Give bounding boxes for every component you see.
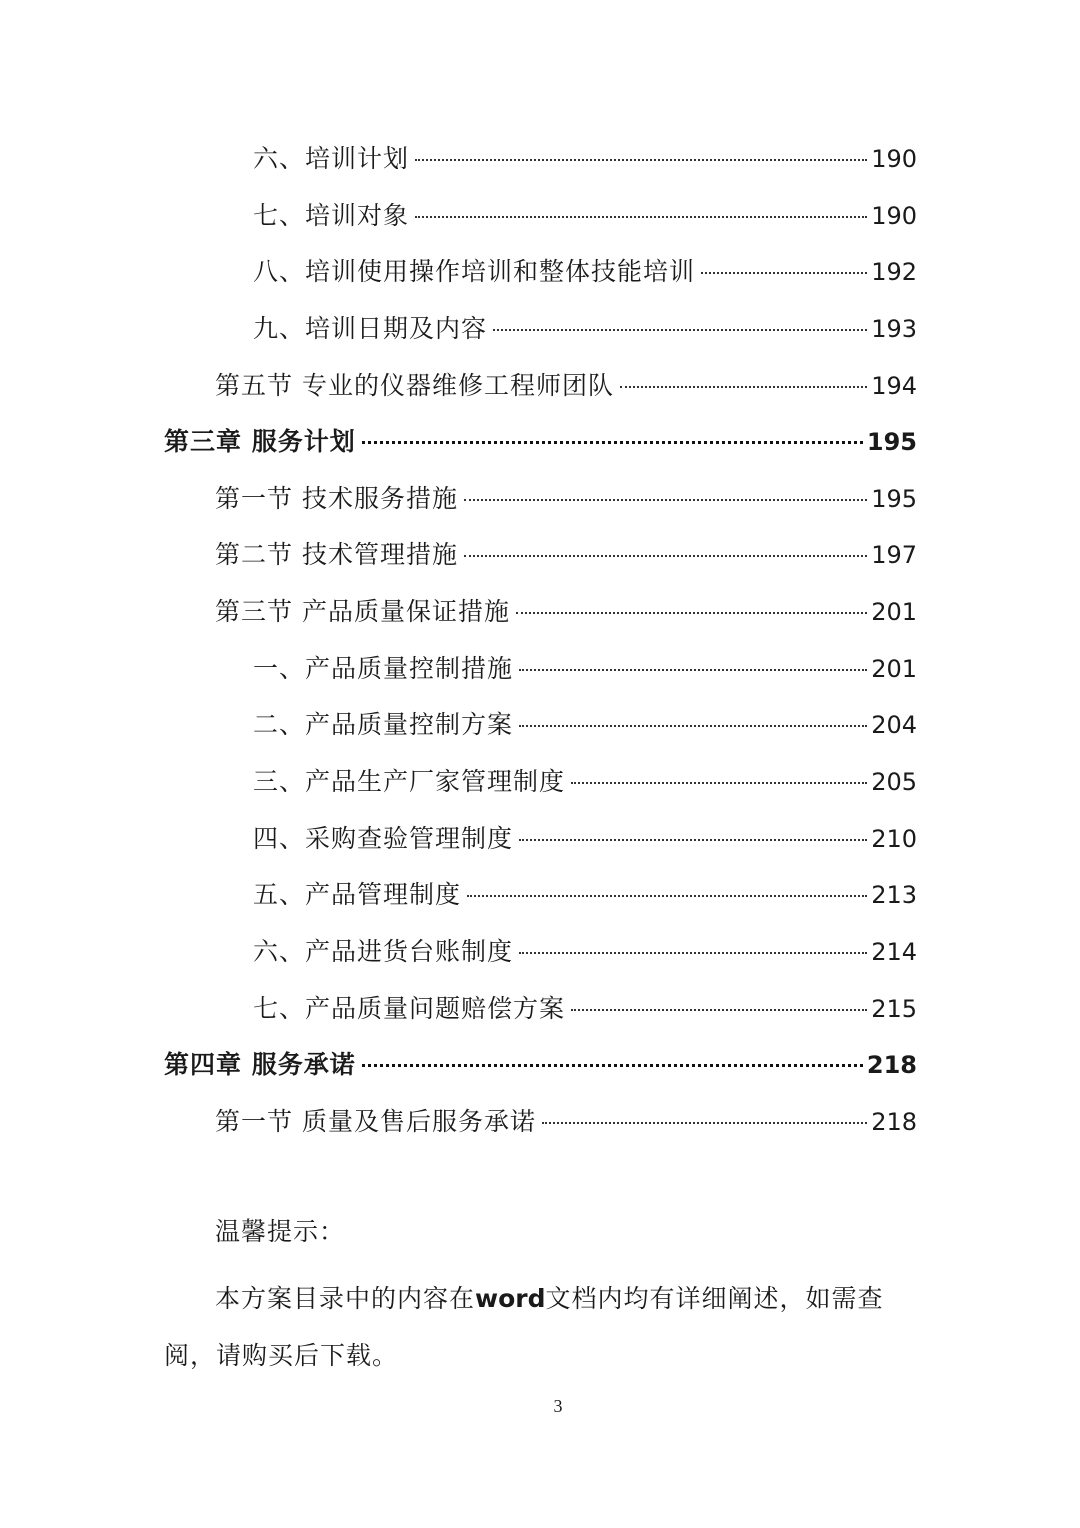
toc-dot-leader bbox=[519, 839, 867, 841]
toc-dot-leader bbox=[701, 272, 867, 274]
toc-entry-title: 第四章 服务承诺 bbox=[164, 1050, 356, 1080]
toc-entry[interactable] bbox=[0, 131, 1080, 188]
toc-entry-title: 九、培训日期及内容 bbox=[253, 313, 488, 343]
toc-entry-page: 204 bbox=[871, 711, 917, 740]
tip-text-after: 文档内均有详细阐述，如需查阅，请购买后下载。 bbox=[164, 1284, 884, 1370]
toc-entry[interactable] bbox=[0, 301, 1080, 358]
toc-entry[interactable] bbox=[0, 867, 1080, 924]
toc-dot-leader bbox=[493, 329, 867, 331]
toc-entry-page: 215 bbox=[871, 994, 917, 1023]
toc-entry-page: 201 bbox=[871, 598, 917, 627]
toc-dot-leader bbox=[362, 441, 863, 444]
toc-entry[interactable] bbox=[0, 641, 1080, 698]
tip-paragraph bbox=[164, 1270, 916, 1384]
toc-dot-leader bbox=[516, 612, 867, 614]
toc-entry[interactable] bbox=[0, 811, 1080, 868]
toc-dot-leader bbox=[571, 1009, 867, 1011]
toc-chapter-entry[interactable] bbox=[0, 1037, 1080, 1094]
toc-entry[interactable] bbox=[0, 244, 1080, 301]
toc-entry-title: 八、培训使用操作培训和整体技能培训 bbox=[253, 257, 696, 287]
toc-entry[interactable] bbox=[0, 358, 1080, 415]
toc-entry-page: 205 bbox=[871, 768, 917, 797]
toc-entry-title: 三、产品生产厂家管理制度 bbox=[253, 767, 566, 797]
toc-entry[interactable] bbox=[0, 924, 1080, 981]
toc-entry[interactable] bbox=[0, 471, 1080, 528]
toc-entry[interactable] bbox=[0, 981, 1080, 1038]
toc-entry-title: 第五节 专业的仪器维修工程师团队 bbox=[215, 370, 614, 400]
toc-entry-page: 197 bbox=[871, 541, 917, 570]
toc-entry[interactable] bbox=[0, 584, 1080, 641]
toc-entry-title: 第一节 质量及售后服务承诺 bbox=[215, 1106, 536, 1136]
tip-label: 温馨提示： bbox=[215, 1217, 346, 1246]
toc-entry[interactable] bbox=[0, 697, 1080, 754]
toc-entry-page: 194 bbox=[871, 371, 917, 400]
toc-entry-title: 六、培训计划 bbox=[253, 144, 410, 173]
toc-entry[interactable] bbox=[0, 754, 1080, 811]
page-number: 3 bbox=[553, 1396, 563, 1416]
toc-entry-title: 第一节 技术服务措施 bbox=[215, 483, 458, 513]
toc-entry-page: 193 bbox=[871, 314, 917, 343]
toc-entry-page: 190 bbox=[871, 201, 917, 230]
toc-entry-title: 二、产品质量控制方案 bbox=[253, 710, 514, 740]
toc-entry[interactable] bbox=[0, 527, 1080, 584]
toc-entry-page: 195 bbox=[871, 484, 917, 513]
toc-entry-title: 四、采购查验管理制度 bbox=[253, 823, 514, 853]
toc-dot-leader bbox=[519, 725, 867, 727]
toc-entry-title: 七、培训对象 bbox=[253, 200, 410, 230]
toc-entry-title: 第三节 产品质量保证措施 bbox=[215, 597, 510, 627]
toc-entry-page: 214 bbox=[871, 937, 917, 966]
toc-dot-leader bbox=[571, 782, 867, 784]
toc-dot-leader bbox=[415, 159, 867, 161]
toc-entry-page: 195 bbox=[866, 428, 917, 457]
toc-entry-page: 218 bbox=[871, 1107, 917, 1136]
toc-entry-title: 七、产品质量问题赔偿方案 bbox=[253, 993, 566, 1023]
toc-entry-title: 一、产品质量控制措施 bbox=[253, 653, 514, 683]
tip-text-word: word bbox=[475, 1284, 546, 1313]
toc-dot-leader bbox=[620, 386, 867, 388]
table-of-contents bbox=[0, 131, 1080, 1151]
toc-entry-page: 192 bbox=[871, 258, 917, 287]
toc-entry-title: 第三章 服务计划 bbox=[164, 427, 356, 457]
toc-dot-leader bbox=[467, 895, 867, 897]
toc-dot-leader bbox=[542, 1122, 867, 1124]
toc-dot-leader bbox=[464, 555, 867, 557]
toc-entry-title: 第二节 技术管理措施 bbox=[215, 540, 458, 570]
toc-entry[interactable] bbox=[0, 1094, 1080, 1151]
toc-chapter-entry[interactable] bbox=[0, 414, 1080, 471]
tip-text-before: 本方案目录中的内容在 bbox=[215, 1284, 476, 1313]
toc-dot-leader bbox=[519, 952, 867, 954]
toc-entry-title: 五、产品管理制度 bbox=[253, 880, 462, 910]
toc-dot-leader bbox=[362, 1064, 863, 1067]
toc-entry[interactable] bbox=[0, 188, 1080, 245]
toc-entry-page: 190 bbox=[871, 145, 917, 173]
toc-dot-leader bbox=[415, 216, 867, 218]
toc-dot-leader bbox=[464, 499, 867, 501]
toc-entry-title: 六、产品进货台账制度 bbox=[253, 936, 514, 966]
toc-entry-page: 213 bbox=[871, 881, 917, 910]
toc-entry-page: 218 bbox=[866, 1051, 917, 1080]
toc-entry-page: 210 bbox=[871, 824, 917, 853]
toc-dot-leader bbox=[519, 669, 867, 671]
toc-entry-page: 201 bbox=[871, 654, 917, 683]
